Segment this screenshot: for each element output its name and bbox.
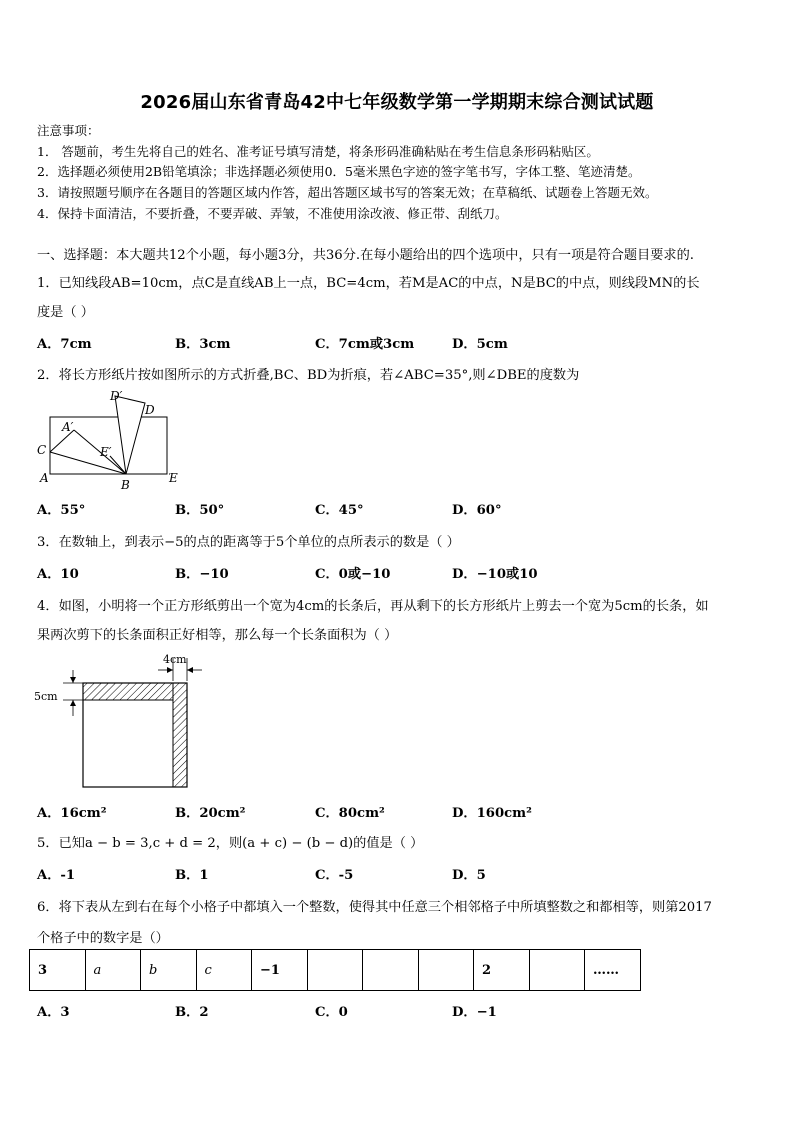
number-sequence-table — [29, 949, 641, 991]
q5-option-c[interactable]: C．-5 — [315, 868, 354, 883]
table-cell: −1 — [252, 950, 308, 991]
q1-option-d[interactable]: D．5cm — [452, 337, 508, 352]
table-cell: b — [141, 950, 197, 991]
section-header: 一、选择题：本大题共12个小题，每小题3分，共36分.在每小题给出的四个选项中，只有一项是符合题目要求的. — [37, 248, 694, 263]
q6-option-c[interactable]: C．0 — [315, 1005, 348, 1020]
q1-option-b[interactable]: B．3cm — [175, 337, 231, 352]
notice-item: 4．保持卡面清洁，不要折叠，不要弄破、弄皱，不准使用涂改液、修正带、刮纸刀。 — [37, 206, 508, 221]
label-e: E — [169, 471, 178, 485]
q4-option-d[interactable]: D．160cm² — [452, 806, 532, 821]
q5-option-b[interactable]: B．1 — [175, 868, 209, 883]
label-4cm: 4cm — [163, 653, 187, 666]
label-b: B — [121, 478, 130, 492]
q6-option-b[interactable]: B．2 — [175, 1005, 209, 1020]
q1-option-a[interactable]: A．7cm — [37, 337, 92, 352]
question-4-text: 4．如图，小明将一个正方形纸剪出一个宽为4cm的长条后，再从剩下的长方形纸片上剪去一个宽为5cm的长条，如 — [37, 599, 709, 614]
q4-option-a[interactable]: A．16cm² — [37, 806, 107, 821]
q4-option-c[interactable]: C．80cm² — [315, 806, 385, 821]
q6-option-d[interactable]: D．−1 — [452, 1005, 497, 1020]
table-cell: 2 — [474, 950, 530, 991]
square-strip-figure — [30, 648, 220, 794]
question-4-text-cont: 果两次剪下的长条面积正好相等，那么每一个长条面积为（ ） — [37, 628, 398, 643]
q2-option-a[interactable]: A．55° — [37, 503, 86, 518]
question-2-text: 2．将长方形纸片按如图所示的方式折叠,BC、BD为折痕，若∠ABC=35°,则∠DBE的度数为 — [37, 368, 580, 383]
question-1-text: 1．已知线段AB=10cm，点C是直线AB上一点，BC=4cm，若M是AC的中点，N是BC的中点，则线段MN的长 — [37, 276, 700, 291]
q2-option-b[interactable]: B．50° — [175, 503, 225, 518]
q5-option-d[interactable]: D．5 — [452, 868, 486, 883]
q6-option-a[interactable]: A．3 — [37, 1005, 70, 1020]
question-6-text-cont: 个格子中的数字是（） — [37, 931, 169, 946]
q1-option-c[interactable]: C．7cm或3cm — [315, 337, 415, 352]
question-3-text: 3．在数轴上，到表示−5的点的距离等于5个单位的点所表示的数是（ ） — [37, 535, 460, 550]
q3-option-b[interactable]: B．−10 — [175, 567, 229, 582]
table-cell: …… — [585, 950, 641, 991]
folding-figure — [30, 386, 200, 496]
table-cell — [363, 950, 419, 991]
label-5cm: 5cm — [34, 690, 58, 703]
table-cell: 3 — [30, 950, 86, 991]
notice-heading: 注意事项： — [37, 123, 100, 138]
table-cell: a — [85, 950, 141, 991]
q2-option-c[interactable]: C．45° — [315, 503, 364, 518]
q3-option-a[interactable]: A．10 — [37, 567, 79, 582]
question-6-text: 6．将下表从左到右在每个小格子中都填入一个整数，使得其中任意三个相邻格子中所填整数之和都相等，则第2017 — [37, 900, 712, 915]
notice-item: 1． 答题前，考生先将自己的姓名、准考证号填写清楚，将条形码准确粘贴在考生信息条形码粘贴区。 — [37, 144, 599, 159]
page-title: 2026届山东省青岛42中七年级数学第一学期期末综合测试试题 — [140, 92, 654, 113]
label-a-prime: A′ — [62, 420, 74, 434]
label-a: A — [40, 471, 49, 485]
table-cell — [529, 950, 585, 991]
label-c: C — [37, 443, 47, 457]
notice-item: 2．选择题必须使用2B铅笔填涂；非选择题必须使用0．5毫米黑色字迹的签字笔书写，字体工整、笔迹清楚。 — [37, 164, 641, 179]
table-cell: c — [196, 950, 252, 991]
q3-option-d[interactable]: D．−10或10 — [452, 567, 538, 582]
label-d: D — [145, 403, 155, 417]
label-d-prime: D′ — [110, 389, 123, 403]
question-1-text-cont: 度是（ ） — [37, 305, 94, 320]
table-cell — [307, 950, 363, 991]
label-e-prime: E′ — [100, 445, 112, 459]
q4-option-b[interactable]: B．20cm² — [175, 806, 246, 821]
notice-item: 3．请按照题号顺序在各题目的答题区域内作答，超出答题区域书写的答案无效；在草稿纸、试题卷上答题无效。 — [37, 185, 658, 200]
q5-option-a[interactable]: A．-1 — [37, 868, 76, 883]
q3-option-c[interactable]: C．0或−10 — [315, 567, 391, 582]
question-5-text: 5．已知a − b = 3,c + d = 2，则(a + c) − (b − d)的值是（ ） — [37, 836, 424, 851]
table-cell — [418, 950, 474, 991]
q2-option-d[interactable]: D．60° — [452, 503, 502, 518]
